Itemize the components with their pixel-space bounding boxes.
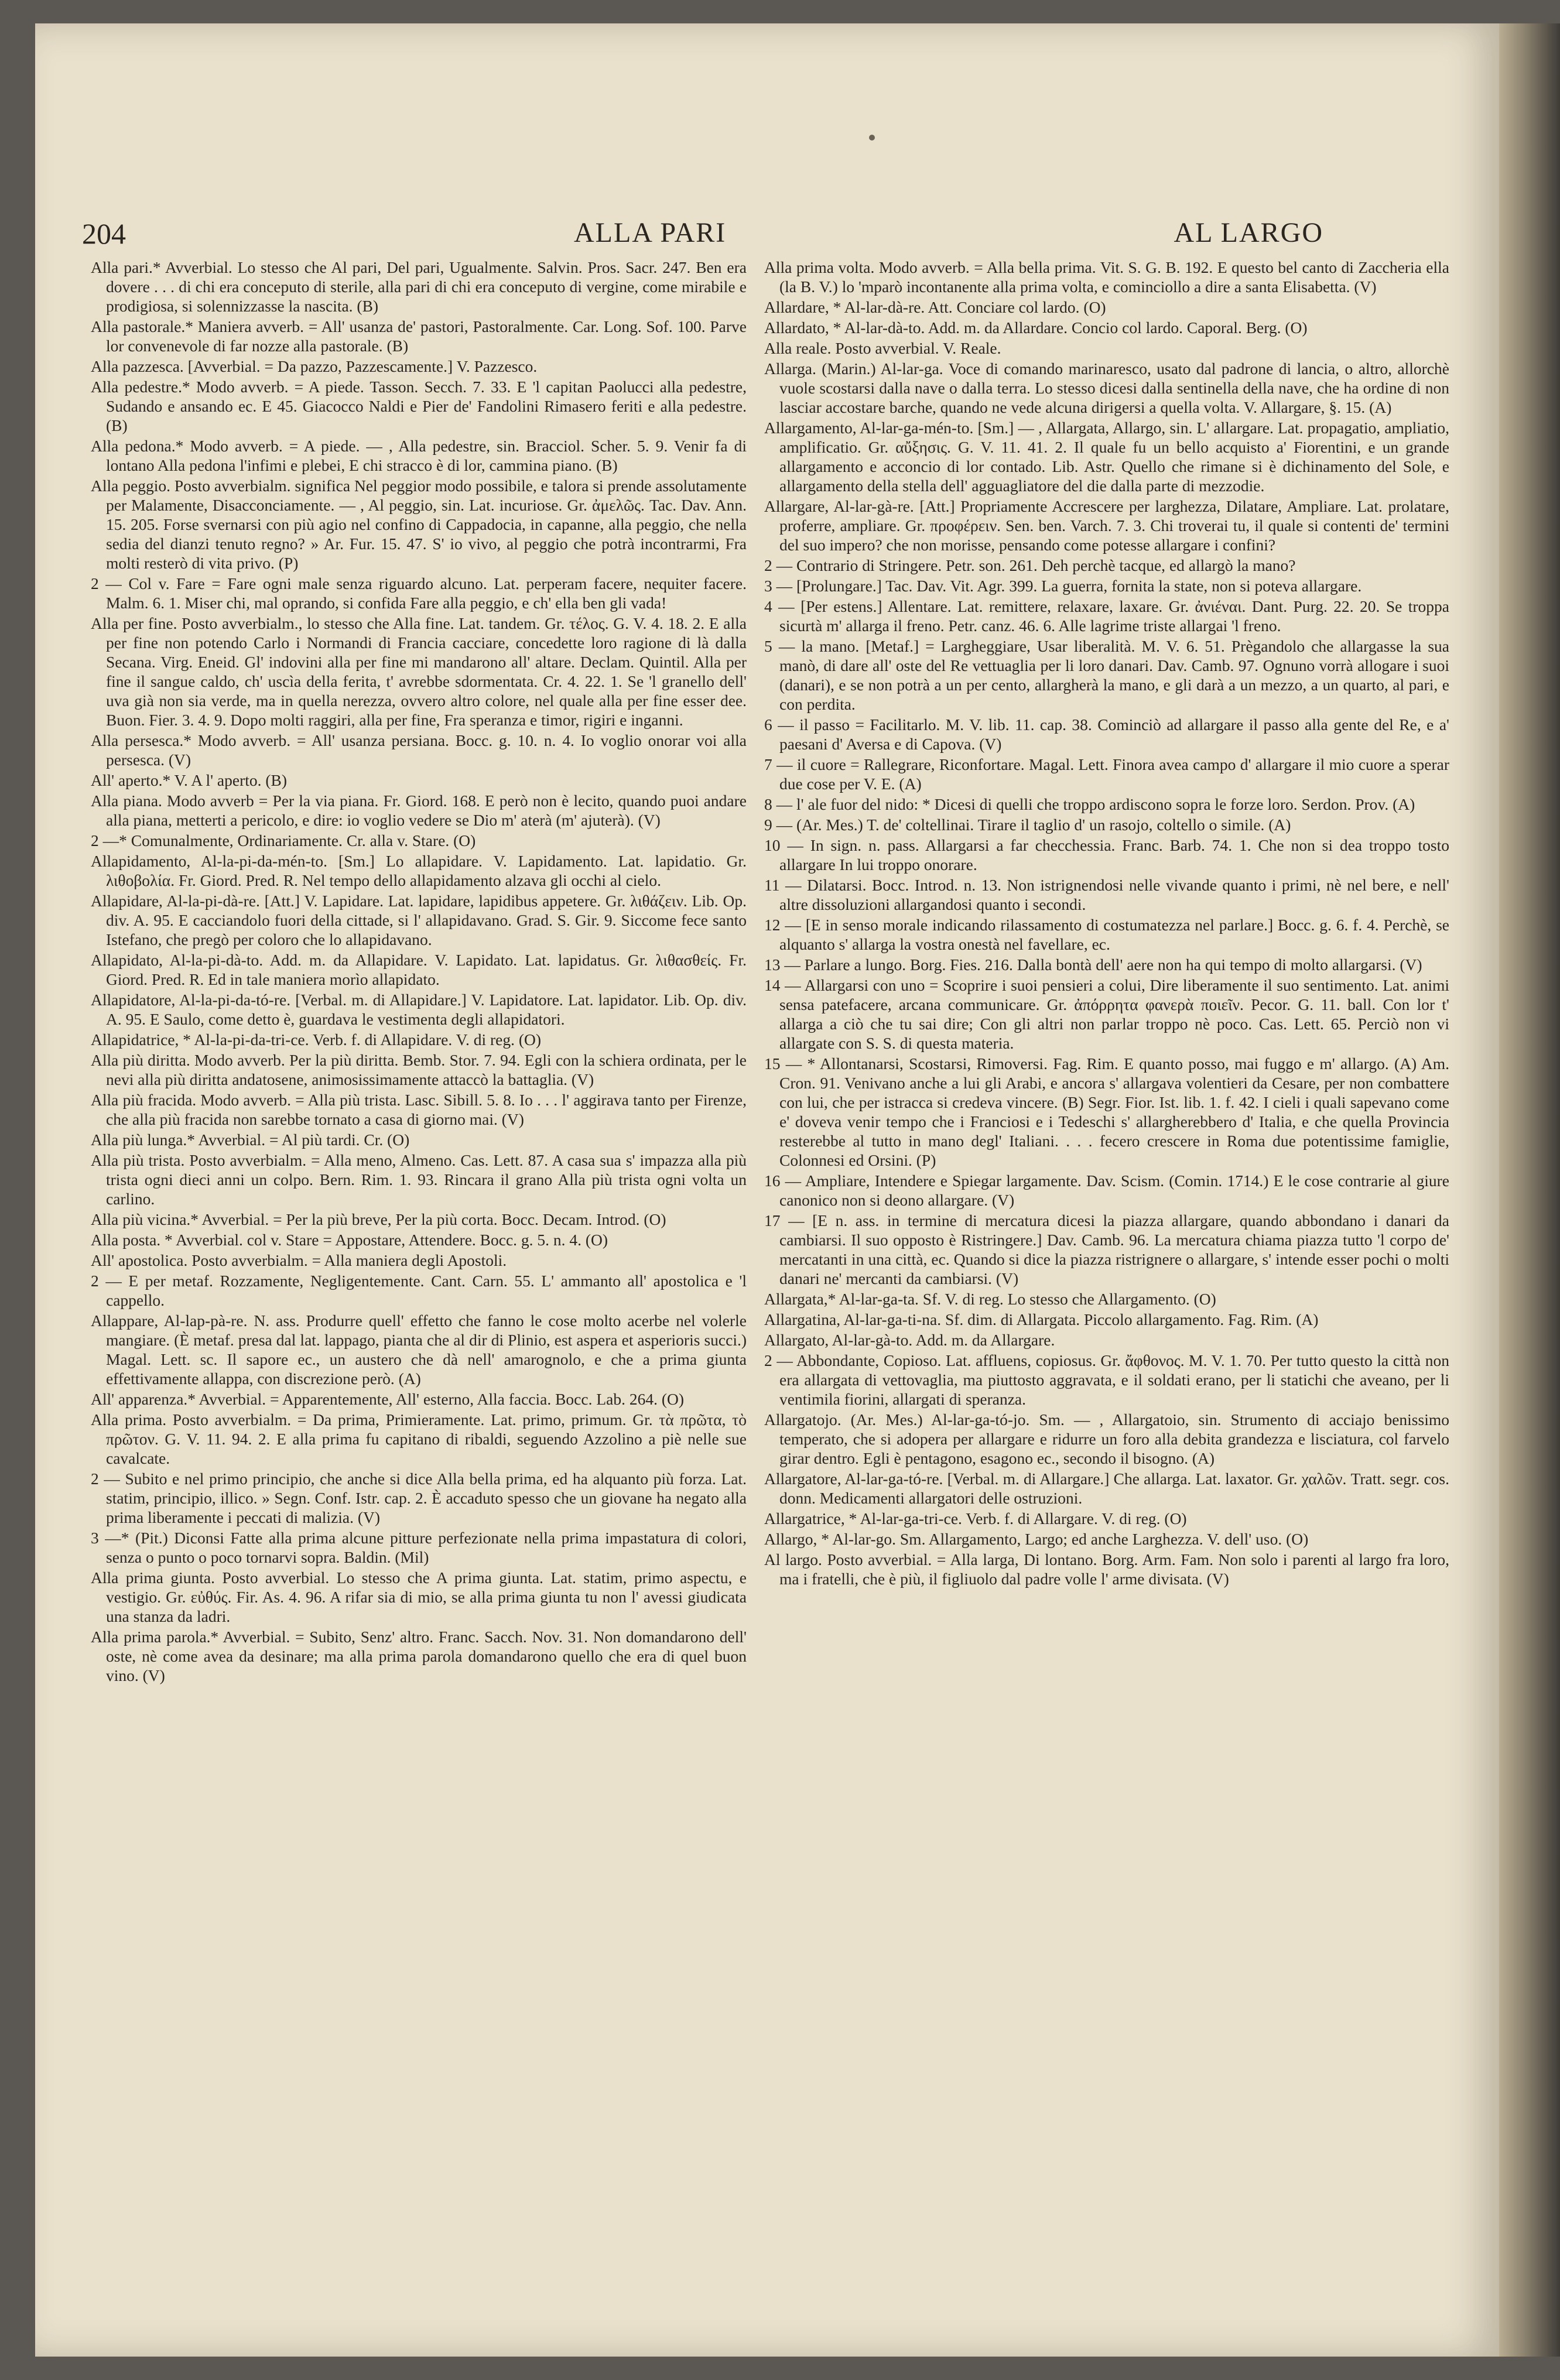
dictionary-entry: 10 — In sign. n. pass. Allargarsi a far checchessia. Franc. Barb. 74. 1. Che non si dea troppo tosto allargare In lui troppo onorare. bbox=[764, 836, 1449, 874]
dictionary-entry: Alla prima giunta. Posto avverbial. Lo stesso che A prima giunta. Lat. statim, primo aspectu, e vestigio. Gr. εὐθύς. Fir. As. 4. 96. A rifar sia di mio, se alla prima giunta tu non l' avessi giudicata una stanza da ladri. bbox=[91, 1569, 747, 1625]
dictionary-entry: Alla piana. Modo avverb = Per la via piana. Fr. Giord. 168. E però non è lecito, quando puoi andare alla piana, metterti a pericolo, e dire: io voglio vedere se Dio m' aterà (m' ajuterà). (V) bbox=[91, 792, 747, 829]
dictionary-entry: Allappare, Al-lap-pà-re. N. ass. Produrre quell' effetto che fanno le cose molto acerbe nel volerle mangiare. (È metaf. presa dal lat. lappago, pianta che al dir di Plinio, est aspera et asperioris succi.) Magal. Lett. sc. Il sapore ec., un austero che dà nell' amarognolo, e che a prima giunta effettivamente allappa, con discrezione però. (A) bbox=[91, 1311, 747, 1388]
dictionary-entry: 17 — [E n. ass. in termine di mercatura dicesi la piazza allargare, quando abbondano i danari da cambiarsi. Il suo opposto è Ristringere.] Dav. Camb. 96. La mercatura chiama piazza tutto 'l corpo de' mercatanti in una città, ec. Quando si dice la piazza ristrignere o allargare, s' intende esser pochi o molti danari ne' mercanti da cambiarsi. (V) bbox=[764, 1211, 1449, 1287]
dictionary-entry: Alla per fine. Posto avverbialm., lo stesso che Alla fine. Lat. tandem. Gr. τέλος. G. V. 4. 18. 2. E alla per fine non potendo Carlo i Normandi di Francia cacciare, concedette loro ragione di là dalla Secana. Virg. Eneid. Gl' indovini alla per fine mi mandarono all' altare. Declam. Quintil. Alla per fine il sangue caldo, ch' uscìa della ferita, t' avrebbe sdormentata. Cr. 4. 22. 1. Se 'l granello dell' uva già non sia verde, ma in quella nerezza, ovvero altro colore, nel quale alla per fine esser dee. Buon. Fier. 3. 4. 9. Dopo molti raggiri, alla per fine, Fra speranza e timor, rigiri e inganni. bbox=[91, 614, 747, 729]
dictionary-entry: 2 — Col v. Fare = Fare ogni male senza riguardo alcuno. Lat. perperam facere, nequiter facere. Malm. 6. 1. Miser chi, mal oprando, si confida Fare alla peggio, e ch' ella ben gli vada! bbox=[91, 574, 747, 612]
header-right-title: AL LARGO bbox=[1174, 217, 1323, 248]
dictionary-entry: All' apparenza.* Avverbial. = Apparentemente, All' esterno, Alla faccia. Bocc. Lab. 264. (O) bbox=[91, 1390, 685, 1408]
dictionary-entry: Allapidatrice, * Al-la-pi-da-tri-ce. Verb. f. di Allapidare. V. di reg. (O) bbox=[91, 1030, 541, 1049]
right-column bbox=[764, 258, 1449, 1590]
dictionary-entry: 4 — [Per estens.] Allentare. Lat. remittere, relaxare, laxare. Gr. ἀνιέναι. Dant. Purg. 22. 20. Se troppa sicurtà m' allarga il freno. Petr. canz. 46. 6. Alle lagrime triste allargai 'l freno. bbox=[764, 597, 1449, 635]
dictionary-entry: Alla pazzesca. [Avverbial. = Da pazzo, Pazzescamente.] V. Pazzesco. bbox=[91, 357, 538, 375]
dictionary-entry: Allargatojo. (Ar. Mes.) Al-lar-ga-tó-jo. Sm. — , Allargatoio, sin. Strumento di acciajo benissimo temperato, che si adopera per allargare e ridurre un foro alla debita grandezza e lisciatura, col farvelo girar dentro. Egli è pentagono, esagono ec., secondo il bisogno. (A) bbox=[764, 1410, 1449, 1467]
dictionary-entry: Alla più vicina.* Avverbial. = Per la più breve, Per la più corta. Bocc. Decam. Introd. (O) bbox=[91, 1210, 666, 1228]
book-binding-edge bbox=[1499, 23, 1560, 2357]
dictionary-entry: Alla peggio. Posto avverbialm. significa Nel peggior modo possibile, e talora si prende assolutamente per Malamente, Disacconciamente. — , Al peggio, sin. Lat. incuriose. Gr. ἀμελῶς. Tac. Dav. Ann. 15. 205. Forse svernarsi con più agio nel confino di Cappadocia, in capanne, alla peggio, che nella sedia del dianzi tenuto regno? » Ar. Fur. 15. 47. S' io vivo, al peggio che potrà incontrarmi, Fra molti resterò di vita privo. (P) bbox=[91, 477, 747, 572]
dictionary-entry: Allargata,* Al-lar-ga-ta. Sf. V. di reg. Lo stesso che Allargamento. (O) bbox=[764, 1290, 1216, 1308]
left-column bbox=[91, 258, 747, 1686]
dictionary-entry: 14 — Allargarsi con uno = Scoprire i suoi pensieri a colui, Dire liberamente il suo sentimento. Lat. animi sensa patefacere, arcana communicare. Gr. ἀπόρρητα φανερὰ ποιεῖν. Pecor. G. 11. ball. Con lor t' allarga a ciò che tu sai dire; Con gli altri non parlar troppo nè poco. Cas. Lett. 65. Perciò non vi allargate con S. S. di questa materia. bbox=[764, 976, 1449, 1052]
dictionary-entry: Allapidamento, Al-la-pi-da-mén-to. [Sm.] Lo allapidare. V. Lapidamento. Lat. lapidatio. Gr. λιθοβολία. Fr. Giord. Pred. R. Nel tempo dello allapidamento alzava gli occhi al cielo. bbox=[91, 852, 747, 889]
dictionary-entry: 11 — Dilatarsi. Bocc. Introd. n. 13. Non istrignendosi nelle vivande quanto i primi, nè nel bere, e nell' altre dissoluzioni allargandosi quanto i secondi. bbox=[764, 876, 1449, 913]
dictionary-entry: Allargatrice, * Al-lar-ga-tri-ce. Verb. f. di Allargare. V. di reg. (O) bbox=[764, 1509, 1187, 1528]
dictionary-entry: Allargatina, Al-lar-ga-ti-na. Sf. dim. di Allargata. Piccolo allargamento. Fag. Rim. (A) bbox=[764, 1310, 1319, 1328]
dictionary-entry: Alla più lunga.* Avverbial. = Al più tardi. Cr. (O) bbox=[91, 1131, 410, 1149]
dictionary-entry: 15 — * Allontanarsi, Scostarsi, Rimoversi. Fag. Rim. E quanto posso, mai fuggo e m' allargo. (A) Am. Cron. 91. Venivano anche a lui gli Arabi, e ancora s' allargava volentieri da Cesare, per non combattere con lui, che per istracca si credeva vincere. (B) Segr. Fior. Ist. lib. 1. f. 42. I cieli i quali sapevano come e' doveva venir tempo che i Franciosi e i Tedeschi s' allargherebbero d' Italia, e che quella Provincia resterebbe al tutto in mano degl' Italiani. . . . fecero crescere in Roma due potentissime famiglie, Colonnesi ed Orsini. (P) bbox=[764, 1054, 1449, 1169]
dictionary-entry: Allargato, Al-lar-gà-to. Add. m. da Allargare. bbox=[764, 1331, 1055, 1349]
dictionary-entry: Alla pari.* Avverbial. Lo stesso che Al pari, Del pari, Ugualmente. Salvin. Pros. Sacr. 247. Ben era dovere . . . di chi era conceputo di sterile, alla pari di chi era conceputo di vergine, come mirabile e prodigiosa, si solennizzasse la nascita. (B) bbox=[91, 258, 747, 315]
dictionary-entry: 6 — il passo = Facilitarlo. M. V. lib. 11. cap. 38. Cominciò ad allargare il passo alla gente del Re, e a' paesani d' Aversa e di Capova. (V) bbox=[764, 715, 1449, 753]
running-header bbox=[82, 217, 1452, 252]
dictionary-entry: Alla più trista. Posto avverbialm. = Alla meno, Almeno. Cas. Lett. 87. A casa sua s' impazza alla più trista ogni dieci anni un colpo. Bern. Rim. 1. 93. Rincara il grano Alla più trista ogni volta un carlino. bbox=[91, 1151, 747, 1208]
dictionary-entry: Allardato, * Al-lar-dà-to. Add. m. da Allardare. Concio col lardo. Caporal. Berg. (O) bbox=[764, 319, 1308, 337]
dictionary-entry: Alla pedona.* Modo avverb. = A piede. — , Alla pedestre, sin. Bracciol. Scher. 5. 9. Venir fa di lontano Alla pedona l'infimi e plebei, E chi stracco è di lor, cammina piano. (B) bbox=[91, 437, 747, 474]
dictionary-entry: 12 — [E in senso morale indicando rilassamento di costumatezza nel parlare.] Bocc. g. 6. f. 4. Perchè, se alquanto s' allarga la vostra onestà nel favellare, ec. bbox=[764, 916, 1449, 953]
dictionary-entry: 2 — Contrario di Stringere. Petr. son. 261. Deh perchè tacque, ed allargò la mano? bbox=[764, 556, 1296, 574]
dictionary-entry: Allapidato, Al-la-pi-dà-to. Add. m. da Allapidare. V. Lapidato. Lat. lapidatus. Gr. λιθασθείς. Fr. Giord. Pred. R. Ed in tale maniera morìo allapidato. bbox=[91, 951, 747, 988]
dictionary-entry: 9 — (Ar. Mes.) T. de' coltellinai. Tirare il taglio d' un rasojo, coltello o simile. (A) bbox=[764, 816, 1291, 834]
dictionary-entry: 7 — il cuore = Rallegrare, Riconfortare. Magal. Lett. Finora avea campo d' allargare il mio cuore a sperar due cose per V. E. (A) bbox=[764, 755, 1449, 793]
dictionary-entry: Allargare, Al-lar-gà-re. [Att.] Propriamente Accrescere per larghezza, Dilatare, Ampliare. Lat. prolatare, proferre, ampliare. Gr. προφέρειν. Sen. ben. Varch. 7. 3. Chi troverai tu, il quale si contenti de' termini del suo impero? che non morisse, pensando come potesse allargare i confini? bbox=[764, 497, 1449, 554]
dictionary-entry: 2 — Subito e nel primo principio, che anche si dice Alla bella prima, ed ha alquanto più forza. Lat. statim, principio, illico. » Segn. Conf. Istr. cap. 2. È accaduto spesso che un giovane ha negato alla prima liberamente i peccati di malizia. (V) bbox=[91, 1470, 747, 1526]
dictionary-entry: Alla reale. Posto avverbial. V. Reale. bbox=[764, 339, 1001, 357]
dictionary-entry: 8 — l' ale fuor del nido: * Dicesi di quelli che troppo ardiscono sopra le forze loro. Serdon. Prov. (A) bbox=[764, 795, 1415, 813]
page-number: 204 bbox=[82, 217, 126, 250]
dictionary-entry: Al largo. Posto avverbial. = Alla larga, Di lontano. Borg. Arm. Fam. Non solo i parenti al largo fra loro, ma i fratelli, che è più, il figliuolo dal padre volle l' arme divisata. (V) bbox=[764, 1550, 1449, 1588]
dictionary-entry: 2 — E per metaf. Rozzamente, Negligentemente. Cant. Carn. 55. L' ammanto all' apostolica e 'l cappello. bbox=[91, 1272, 747, 1309]
dictionary-entry: 5 — la mano. [Metaf.] = Largheggiare, Usar liberalità. M. V. 6. 51. Prègandolo che allargasse la sua manò, di dare all' oste del Re vettuaglia per li loro danari. Dav. Camb. 97. Ognuno vorrà allogare i suoi (danari), e se non potrà a un per cento, allargherà la mano, e gli darà a un mezzo, a un quarto, al pari, e con perdita. bbox=[764, 637, 1449, 713]
dictionary-entry: Alla più fracida. Modo avverb. = Alla più trista. Lasc. Sibill. 5. 8. Io . . . l' aggirava tanto per Firenze, che alla più fracida non sarebbe tornato a casa di giorno mai. (V) bbox=[91, 1091, 747, 1128]
dictionary-entry: Allapidatore, Al-la-pi-da-tó-re. [Verbal. m. di Allapidare.] V. Lapidatore. Lat. lapidator. Lib. Op. div. A. 95. E Saulo, come detto è, guardava le vestimenta degli allapidatori. bbox=[91, 991, 747, 1028]
dictionary-entry: 2 —* Comunalmente, Ordinariamente. Cr. alla v. Stare. (O) bbox=[91, 831, 476, 850]
dictionary-entry: Allargamento, Al-lar-ga-mén-to. [Sm.] — , Allargata, Allargo, sin. L' allargare. Lat. propagatio, ampliatio, amplificatio. Gr. αὔξησις. G. V. 11. 41. 2. Il quale fu un bello acquisto a' Fiorentini, e un grande allargamento e acconcio di lor contado. Lib. Astr. Quello che rimane si è dichinamento del Sole, e allargamento della stella dell' agguagliatore del die dalla parte di mezzodie. bbox=[764, 419, 1449, 495]
dictionary-entry: Alla posta. * Avverbial. col v. Stare = Appostare, Attendere. Bocc. g. 5. n. 4. (O) bbox=[91, 1231, 608, 1249]
dictionary-entry: Allargatore, Al-lar-ga-tó-re. [Verbal. m. di Allargare.] Che allarga. Lat. laxator. Gr. χαλῶν. Tratt. segr. cos. donn. Medicamenti allargatori delle ostruzioni. bbox=[764, 1470, 1449, 1507]
dictionary-page bbox=[35, 23, 1499, 2357]
dictionary-entry: Alla persesca.* Modo avverb. = All' usanza persiana. Bocc. g. 10. n. 4. Io voglio onorar voi alla persesca. (V) bbox=[91, 731, 747, 769]
dictionary-entry: Alla prima parola.* Avverbial. = Subito, Senz' altro. Franc. Sacch. Nov. 31. Non domandarono dell' oste, nè come avea da desinare; ma alla prima parola domandarono quello che era di quel buon vino. (V) bbox=[91, 1628, 747, 1684]
dictionary-entry: Alla prima. Posto avverbialm. = Da prima, Primieramente. Lat. primo, primum. Gr. τὰ πρῶτα, τὸ πρῶτον. G. V. 11. 94. 2. E alla prima fu capitano di ribaldi, seguendo Azzolino a piè nelle sue cavalcate. bbox=[91, 1410, 747, 1467]
dictionary-entry: Alla pastorale.* Maniera avverb. = All' usanza de' pastori, Pastoralmente. Car. Long. Sof. 100. Parve lor convenevole di far nozze alla pastorale. (B) bbox=[91, 317, 747, 355]
header-left-title: ALLA PARI bbox=[574, 217, 727, 248]
dictionary-entry: Allarga. (Marin.) Al-lar-ga. Voce di comando marinaresco, usato dal padrone di lancia, o altro, allorchè vuole scostarsi dalla nave o dalla terra. Lo stesso dicesi dalla sentinella della nave, che ha ordine di non lasciar accostare barche, quando ne vede alcuna dirigersi a quella volta. V. Allargare, §. 15. (A) bbox=[764, 359, 1449, 416]
dictionary-entry: All' aperto.* V. A l' aperto. (B) bbox=[91, 771, 288, 789]
dictionary-entry: 13 — Parlare a lungo. Borg. Fies. 216. Dalla bontà dell' aere non ha qui tempo di molto allargarsi. (V) bbox=[764, 956, 1422, 974]
dictionary-entry: All' apostolica. Posto avverbialm. = Alla maniera degli Apostoli. bbox=[91, 1251, 507, 1269]
dictionary-entry: Alla pedestre.* Modo avverb. = A piede. Tasson. Secch. 7. 33. E 'l capitan Paolucci alla pedestre, Sudando e ansando ec. E 45. Giacocco Naldi e Pier de' Fandolini Rimasero feriti e alla pedestre. (B) bbox=[91, 378, 747, 434]
dictionary-entry: 16 — Ampliare, Intendere e Spiegar largamente. Dav. Scism. (Comin. 1714.) E le cose contrarie al giure canonico non si deono allargare. (V) bbox=[764, 1172, 1449, 1209]
dictionary-entry: Allargo, * Al-lar-go. Sm. Allargamento, Largo; ed anche Larghezza. V. dell' uso. (O) bbox=[764, 1530, 1309, 1548]
dictionary-entry: Allapidare, Al-la-pi-dà-re. [Att.] V. Lapidare. Lat. lapidare, lapidibus appetere. Gr. λιθάζειν. Lib. Op. div. A. 95. E cacciandolo fuori della cittade, si l' allapidavano. Grad. S. Gir. 9. Siccome fece santo Istefano, che pregò per coloro che lo allapidavano. bbox=[91, 892, 747, 948]
dictionary-entry: Allardare, * Al-lar-dà-re. Att. Conciare col lardo. (O) bbox=[764, 298, 1106, 316]
dictionary-entry: 3 —* (Pit.) Diconsi Fatte alla prima alcune pitture perfezionate nella prima impastatura di colori, senza o punto o poco tornarvi sopra. Baldin. (Mil) bbox=[91, 1529, 747, 1566]
ink-dot bbox=[869, 135, 875, 141]
dictionary-entry: 2 — Abbondante, Copioso. Lat. affluens, copiosus. Gr. ἄφθονος. M. V. 1. 70. Per tutto questo la città non era allargata di vettovaglia, ma piuttosto aggravata, e il soldati erano, per li statichi che aveano, per li ventimila fiorini, allargati di speranza. bbox=[764, 1351, 1449, 1408]
dictionary-entry: Alla più diritta. Modo avverb. Per la più diritta. Bemb. Stor. 7. 94. Egli con la schiera ordinata, per le nevi alla più diritta andatosene, animosissimamente attaccò la battaglia. (V) bbox=[91, 1051, 747, 1088]
dictionary-entry: Alla prima volta. Modo avverb. = Alla bella prima. Vit. S. G. B. 192. E questo bel canto di Zaccheria ella (la B. V.) lo 'mparò incontanente alla prima volta, e cominciollo a dire a santa Elisabetta. (V) bbox=[764, 258, 1449, 296]
dictionary-entry: 3 — [Prolungare.] Tac. Dav. Vit. Agr. 399. La guerra, fornita la state, non si poteva allargare. bbox=[764, 577, 1362, 595]
